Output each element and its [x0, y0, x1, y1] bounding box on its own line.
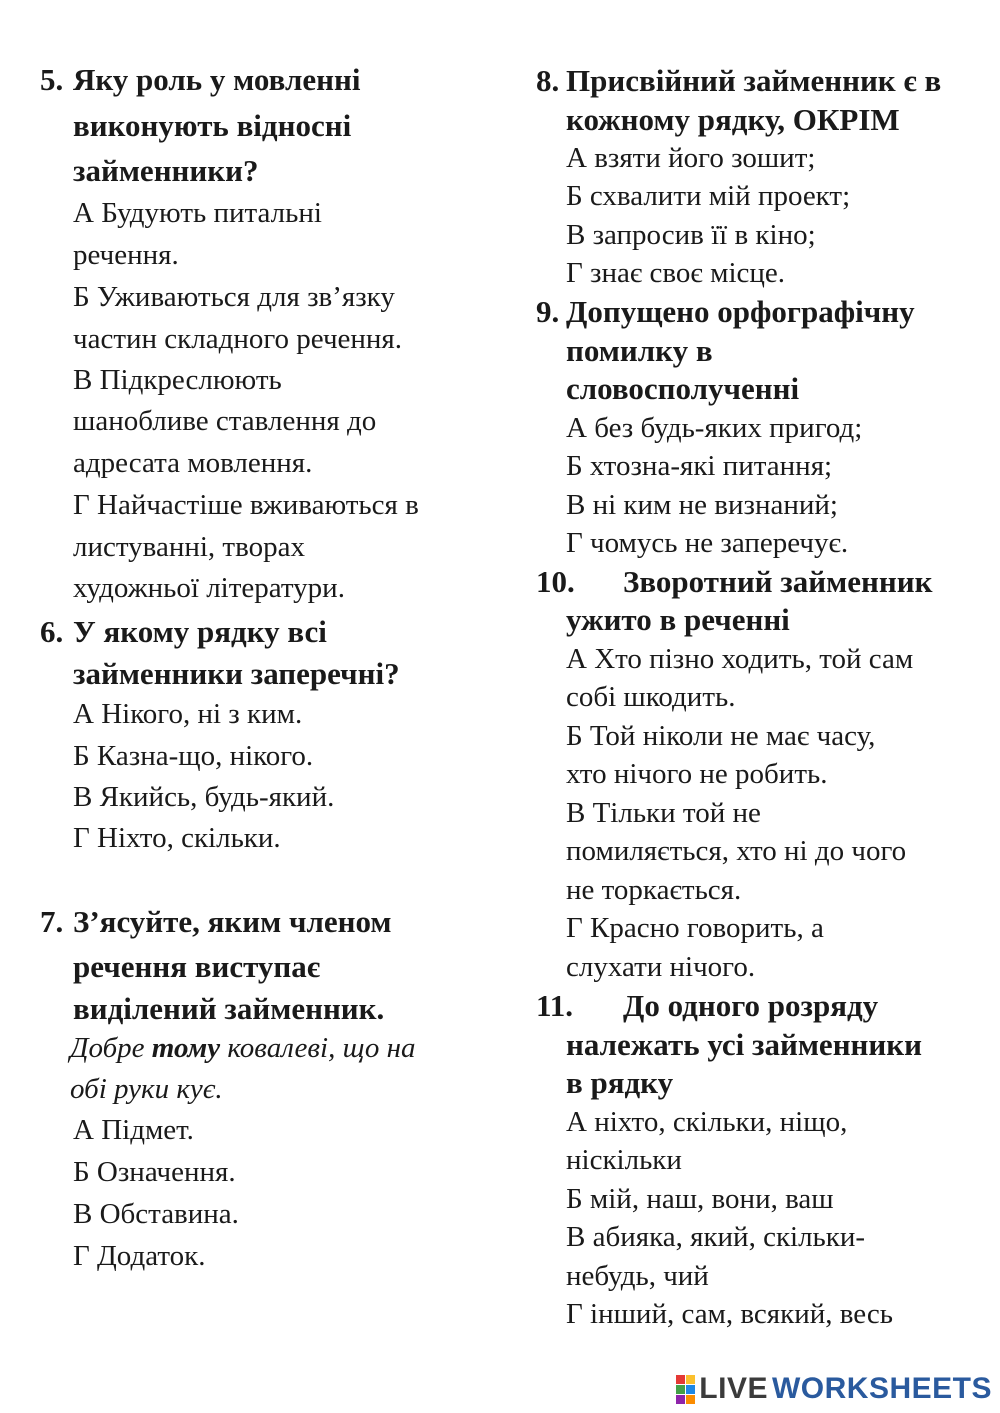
question-text-line: займенники заперечні? [73, 656, 400, 691]
answer-option-d-cont: листуванні, творах [73, 531, 305, 563]
logo-text-live: LIVE [699, 1372, 768, 1405]
answer-option-d-cont: художньої літератури. [73, 572, 345, 604]
answer-option-d-cont: слухати нічого. [566, 951, 756, 983]
question-number: 8. [536, 63, 560, 98]
question-text-line: Зворотний займенник [623, 564, 933, 599]
answer-option-c-cont: шанобливе ставлення до [73, 405, 377, 437]
answer-option-b[interactable]: Б Казна-що, нікого. [73, 740, 314, 772]
answer-option-d[interactable]: Г Додаток. [73, 1240, 206, 1272]
question-text-line: виділений займенник. [73, 991, 385, 1026]
question-number: 9. [536, 294, 560, 329]
question-text-line: Яку роль у мовленні [73, 62, 361, 97]
answer-option-b[interactable]: Б схвалити мій проект; [566, 180, 851, 212]
answer-option-a[interactable]: А Будують питальні [73, 197, 322, 229]
answer-option-b[interactable]: Б Той ніколи не має часу, [566, 720, 876, 752]
answer-option-c-cont: небудь, чий [566, 1260, 709, 1292]
answer-option-c[interactable]: В ні ким не визнаний; [566, 489, 838, 521]
answer-option-a[interactable]: А Хто пізно ходить, той сам [566, 643, 914, 675]
answer-option-a[interactable]: А ніхто, скільки, ніщо, [566, 1106, 848, 1138]
answer-option-c[interactable]: В Обставина. [73, 1198, 239, 1230]
answer-option-b[interactable]: Б Означення. [73, 1156, 236, 1188]
answer-option-c-cont: адресата мовлення. [73, 447, 313, 479]
question-text-line: З’ясуйте, яким членом [73, 904, 392, 939]
question-text-line: речення виступає [73, 949, 321, 984]
answer-option-c-cont: помиляється, хто ні до чого [566, 835, 907, 867]
question-text-line: кожному рядку, ОКРІМ [566, 102, 900, 137]
question-text-line: словосполученні [566, 371, 800, 406]
answer-option-a-cont: ніскільки [566, 1144, 682, 1176]
example-text: Добре [70, 1032, 152, 1064]
answer-option-c[interactable]: В абияка, який, скільки- [566, 1221, 866, 1253]
question-number: 5. [40, 62, 64, 97]
liveworksheets-logo [676, 1371, 992, 1407]
question-number: 11. [536, 988, 574, 1023]
answer-option-a-cont: собі шкодить. [566, 681, 736, 713]
answer-option-d[interactable]: Г інший, сам, всякий, весь [566, 1298, 893, 1330]
answer-option-a[interactable]: А взяти його зошит; [566, 142, 816, 174]
example-sentence-cont: обі руки кує. [70, 1073, 223, 1105]
answer-option-d[interactable]: Г Красно говорить, а [566, 912, 824, 944]
question-number: 7. [40, 904, 64, 939]
example-text: ковалеві, що на [220, 1032, 416, 1064]
answer-option-c[interactable]: В Якийсь, будь-який. [73, 781, 335, 813]
example-sentence [70, 1027, 415, 1069]
logo-text-worksheets: WORKSHEETS [771, 1372, 992, 1405]
question-text-line: займенники? [73, 153, 259, 188]
question-text-line: виконують відносні [73, 108, 352, 143]
answer-option-a[interactable]: А Нікого, ні з ким. [73, 698, 303, 730]
question-text-line: Допущено орфографічну [566, 294, 915, 329]
answer-option-c-cont: не торкається. [566, 874, 742, 906]
answer-option-d[interactable]: Г Ніхто, скільки. [73, 822, 281, 854]
question-text-line: помилку в [566, 333, 713, 368]
answer-option-c[interactable]: В Тільки той не [566, 797, 761, 829]
answer-option-d[interactable]: Г знає своє місце. [566, 257, 786, 289]
question-number: 10. [536, 564, 575, 599]
answer-option-b[interactable]: Б хтозна-які питання; [566, 450, 833, 482]
answer-option-b[interactable]: Б Уживаються для зв’язку [73, 281, 395, 313]
question-number: 6. [40, 614, 64, 649]
answer-option-d[interactable]: Г чомусь не заперечує. [566, 527, 849, 559]
question-text-line: ужито в реченні [566, 602, 790, 637]
highlighted-pronoun: тому [151, 1032, 221, 1064]
answer-option-a[interactable]: А Підмет. [73, 1114, 194, 1146]
question-text-line: належать усі займенники [566, 1027, 923, 1062]
answer-option-c[interactable]: В запросив її в кіно; [566, 219, 816, 251]
answer-option-b[interactable]: Б мій, наш, вони, ваш [566, 1183, 834, 1215]
logo-blocks-icon [676, 1375, 695, 1404]
question-text-line: Присвійний займенник є в [566, 63, 942, 98]
answer-option-b-cont: частин складного речення. [73, 323, 403, 355]
answer-option-c[interactable]: В Підкреслюють [73, 364, 282, 396]
answer-option-d[interactable]: Г Найчастіше вживаються в [73, 489, 419, 521]
answer-option-b-cont: хто нічого не робить. [566, 758, 828, 790]
question-text-line: До одного розряду [623, 988, 879, 1023]
answer-option-a[interactable]: А без будь-яких пригод; [566, 412, 863, 444]
question-text-line: в рядку [566, 1065, 674, 1100]
answer-option-a-cont: речення. [73, 239, 179, 271]
question-text-line: У якому рядку всі [73, 614, 327, 649]
